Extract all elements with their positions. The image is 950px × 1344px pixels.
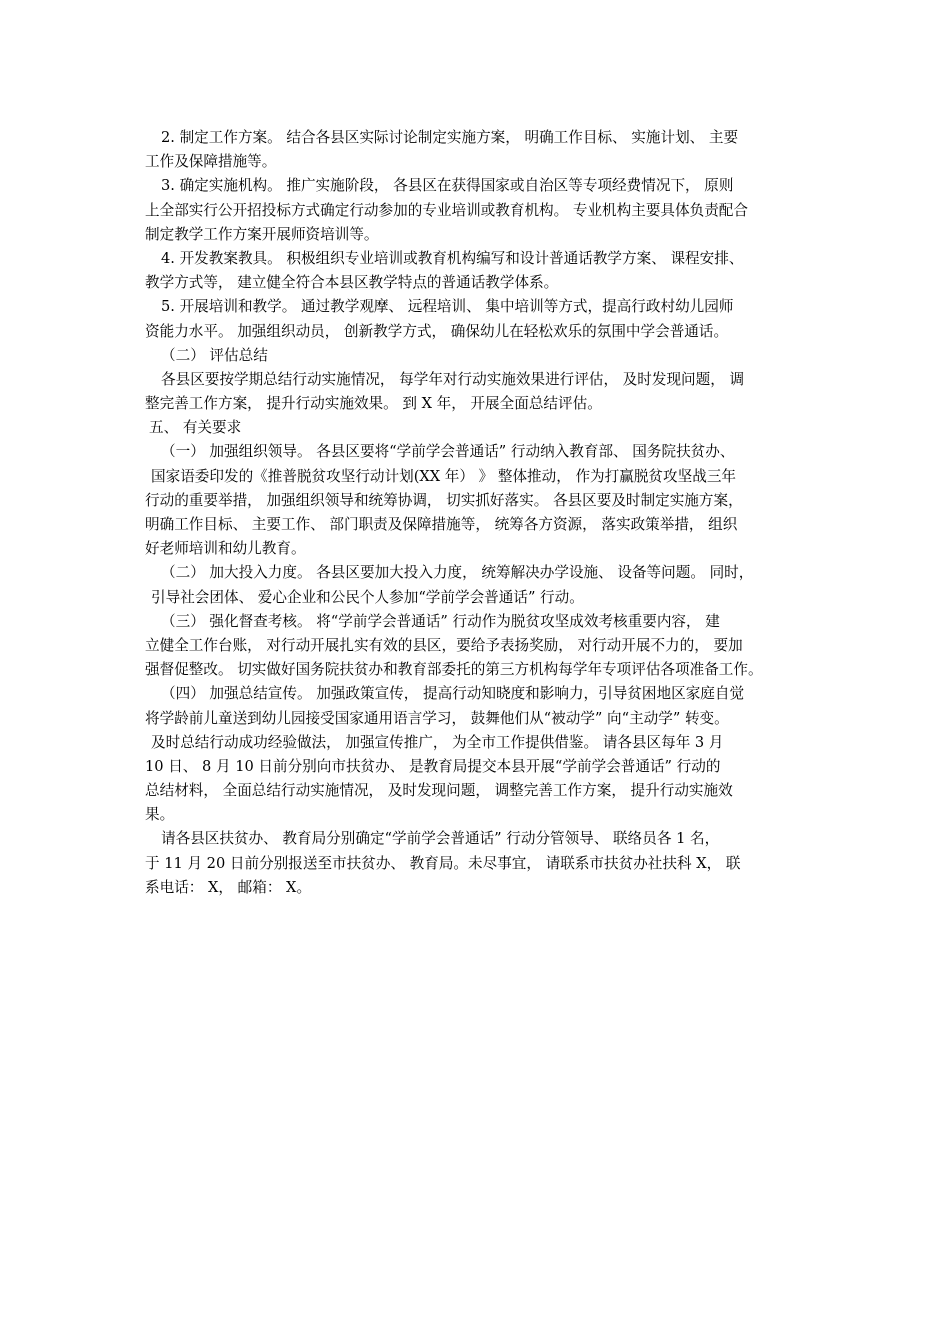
text-line: 3. 确定实施机构。 推广实施阶段， 各县区在获得国家或自治区等专项经费情况下， 原则 [161,177,734,195]
text-line: 系电话： X， 邮箱： X。 [145,878,312,896]
text-line: 于 11 月 20 日前分别报送至市扶贫办、 教育局。未尽事宜， 请联系市扶贫办社扶科 X， 联 [145,854,741,872]
section-heading: 五、 有关要求 [149,419,242,437]
text-line: 立健全工作台账， 对行动开展扎实有效的县区，要给予表扬奖励， 对行动开展不力的， 要加 [145,636,743,654]
text-line: （四） 加强总结宣传。 加强政策宣传， 提高行动知晓度和影响力，引导贫困地区家庭自觉 [161,685,745,703]
text-line: 教学方式等， 建立健全符合本县区教学特点的普通话教学体系。 [145,274,559,292]
text-line: （三） 强化督查考核。 将“学前学会普通话” 行动作为脱贫攻坚成效考核重要内容， 建 [161,612,720,630]
text-line: 果。 [145,806,175,824]
text-line: （二） 加大投入力度。 各县区要加大投入力度， 统筹解决办学设施、 设备等问题。 同时， [161,564,754,582]
text-line: 2. 制定工作方案。 结合各县区实际讨论制定实施方案， 明确工作目标、 实施计划、 主要 [161,129,739,146]
text-line: 4. 开发教案教具。 积极组织专业培训或教育机构编写和设计普通话教学方案、 课程安排、 [161,249,744,267]
text-line: 将学龄前儿童送到幼儿园接受国家通用语言学习， 鼓舞他们从“被动学” 向“主动学” 转变。 [145,709,729,727]
text-line: 上全部实行公开招投标方式确定行动参加的专业培训或教育机构。 专业机构主要具体负责配合 [145,201,748,219]
text-line: 行动的重要举措， 加强组织领导和统筹协调， 切实抓好落实。 各县区要及时制定实施方案， [145,491,743,509]
text-line: 工作及保障措施等。 [145,153,277,171]
text-line: 资能力水平。 加强组织动员， 创新教学方式， 确保幼儿在轻松欢乐的氛围中学会普通话。 [145,322,729,340]
text-line: 各县区要按学期总结行动实施情况， 每学年对行动实施效果进行评估， 及时发现问题， 调 [161,370,745,388]
text-line: 整完善工作方案， 提升行动实施效果。 到 X 年， 开展全面总结评估。 [145,395,602,413]
text-line: 明确工作目标、 主要工作、 部门职责及保障措施等， 统筹各方资源， 落实政策举措， 组织 [145,516,738,533]
text-line: 制定教学工作方案开展师资培训等。 [145,225,379,243]
text-line: 请各县区扶贫办、 教育局分别确定“学前学会普通话” 行动分管领导、 联络员各 1 名， [161,830,720,848]
document-body [145,126,815,900]
text-line: 国家语委印发的《推普脱贫攻坚行动计划(XX 年） 》 整体推动， 作为打赢脱贫攻坚战三年 [151,467,737,485]
text-line: （一） 加强组织领导。 各县区要将“学前学会普通话” 行动纳入教育部、 国务院扶贫办、 [161,443,735,461]
text-line: 引导社会团体、 爱心企业和公民个人参加“学前学会普通话” 行动。 [151,588,584,606]
section-heading: （二） 评估总结 [161,346,268,364]
text-line: 总结材料， 全面总结行动实施情况， 及时发现问题， 调整完善工作方案， 提升行动实施效 [145,782,733,800]
text-line: 10 日、 8 月 10 日前分别向市扶贫办、 是教育局提交本县开展“学前学会普通话” 行动的 [145,757,721,775]
text-line: 好老师培训和幼儿教育。 [145,540,306,558]
text-line: 5. 开展培训和教学。 通过教学观摩、 远程培训、 集中培训等方式，提高行政村幼儿园师 [161,298,734,316]
text-line: 及时总结行动成功经验做法， 加强宣传推广， 为全市工作提供借鉴。 请各县区每年 3 月 [151,733,724,751]
text-line: 强督促整改。 切实做好国务院扶贫办和教育部委托的第三方机构每学年专项评估各项准备工作。 [145,661,763,679]
